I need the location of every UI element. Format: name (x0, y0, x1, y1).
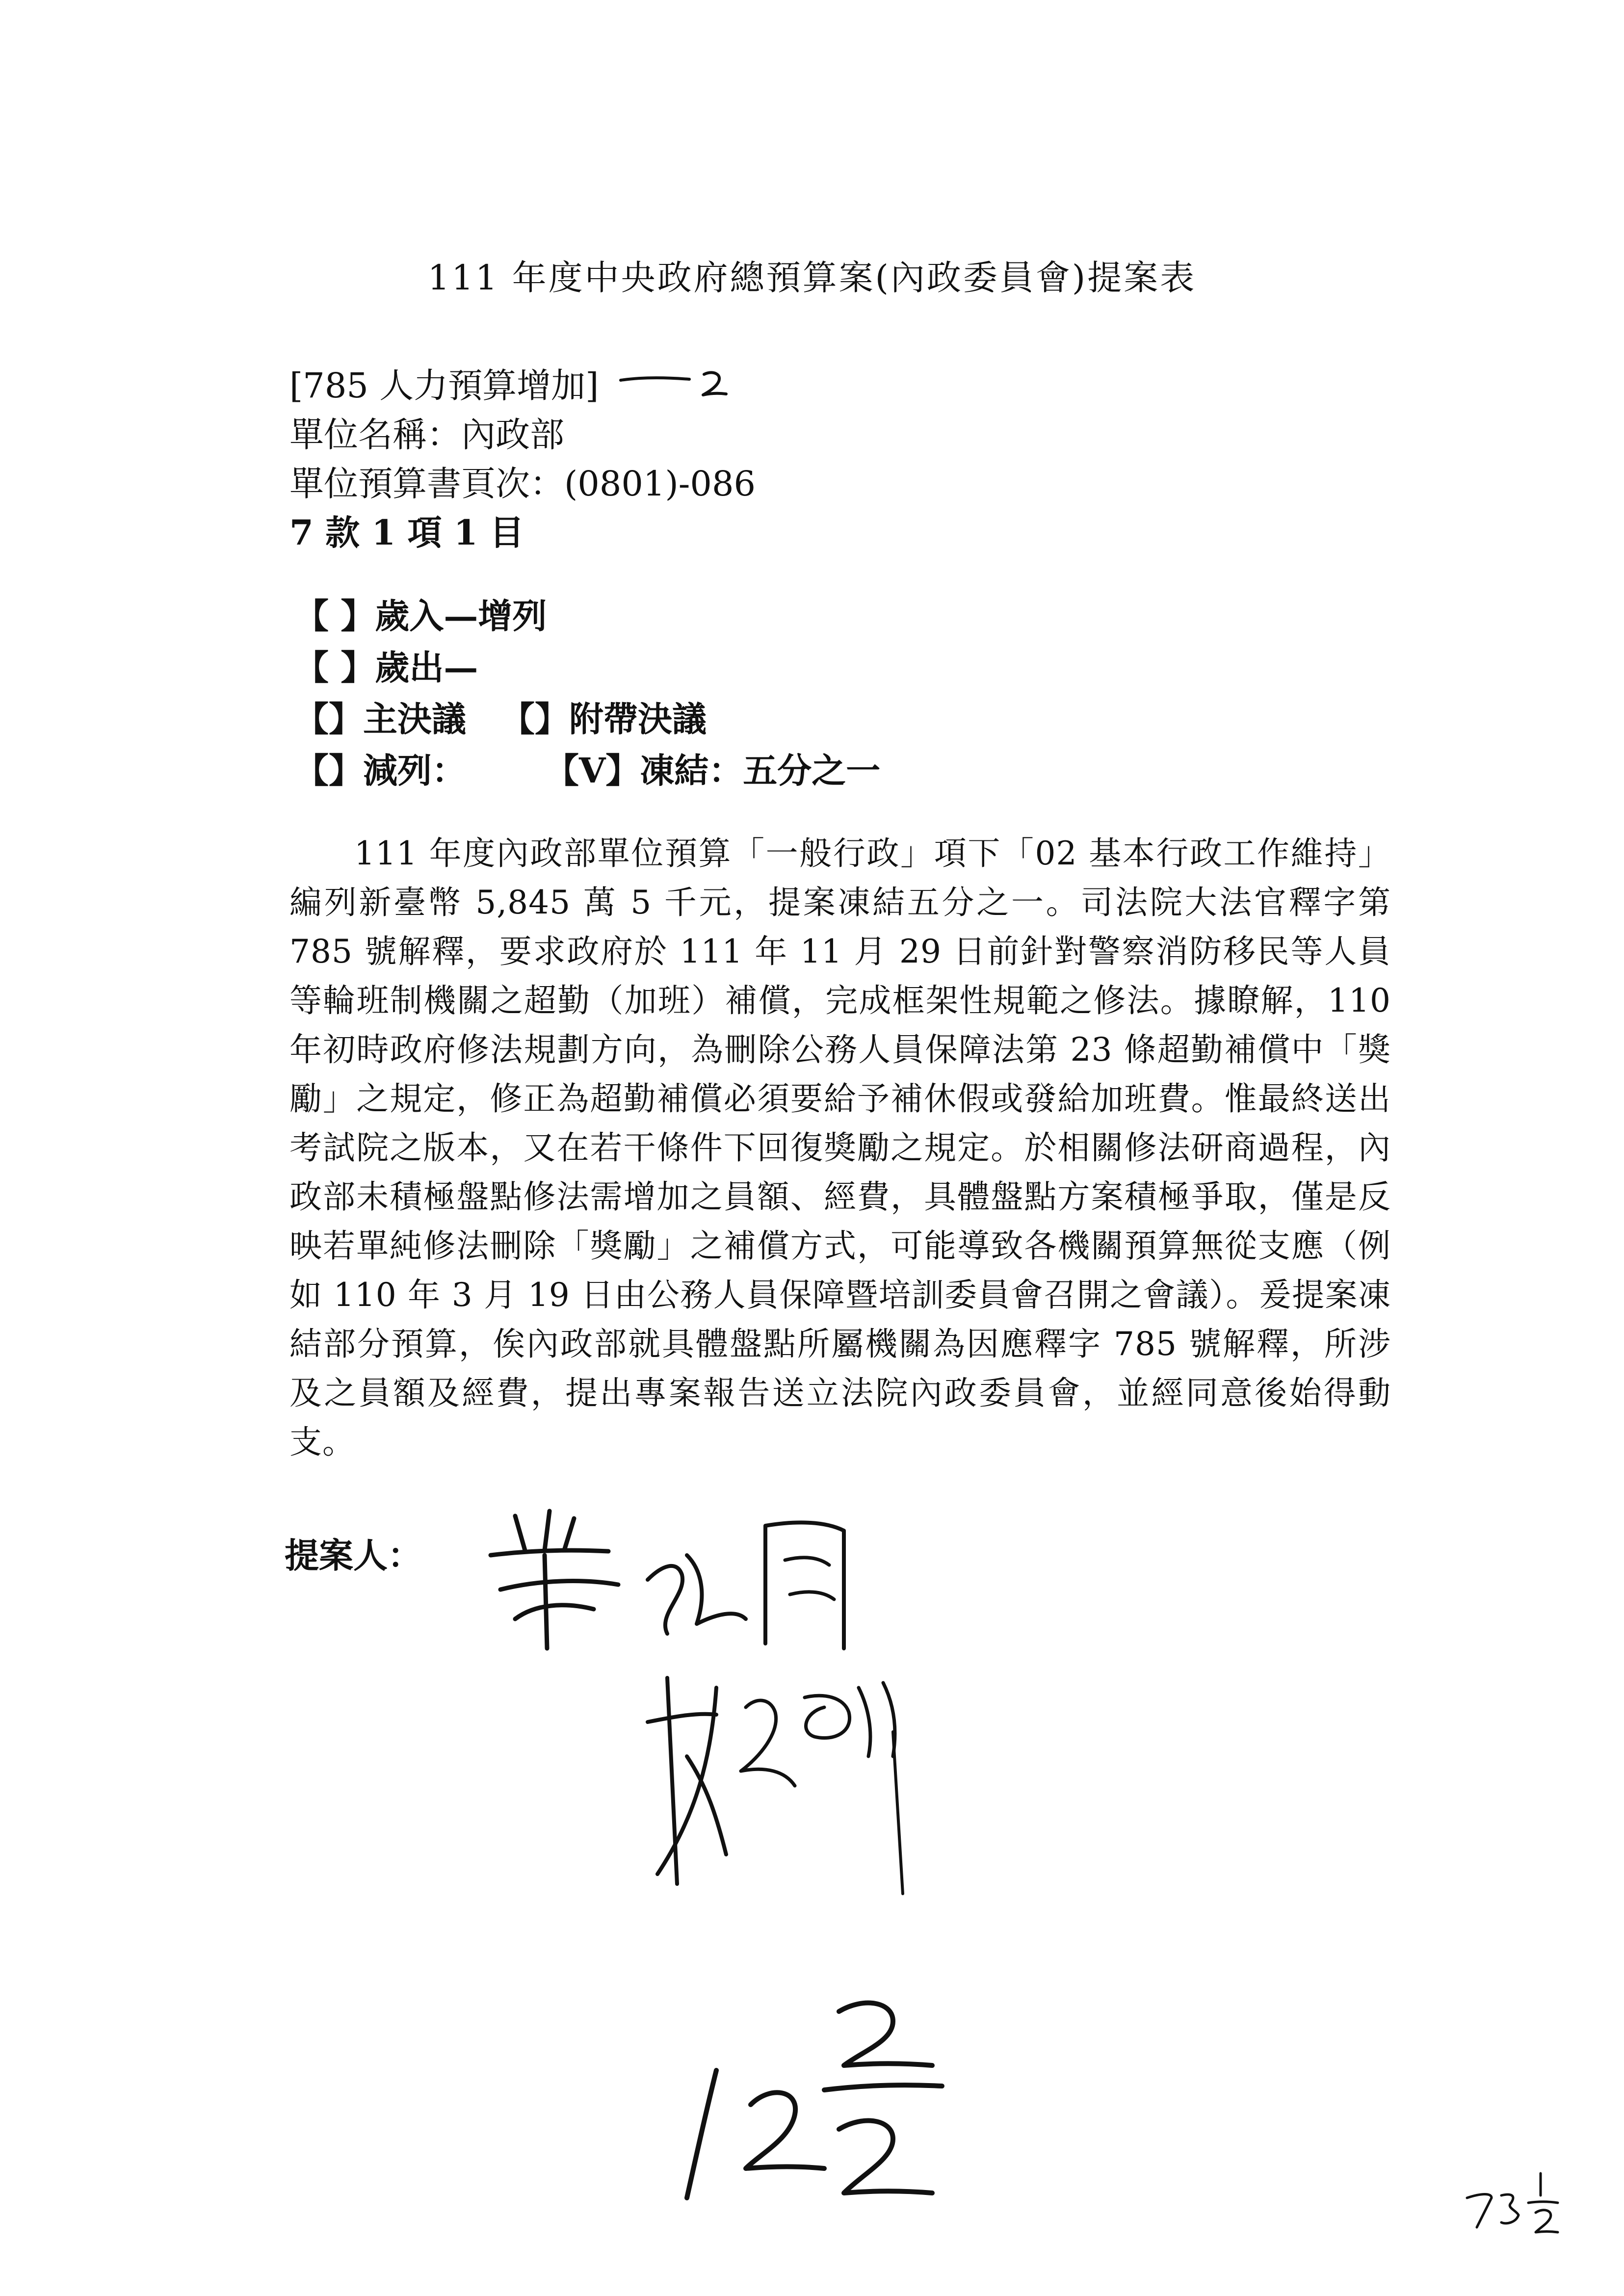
signature-2 (638, 1658, 913, 1913)
corner-handwritten-mark (1462, 2168, 1560, 2237)
proposal-body: 111 年度內政部單位預算「一般行政」項下「02 基本行政工作維持」編列新臺幣 5,845 萬 5 千元，提案凍結五分之一。司法院大法官釋字第 785 號解釋，要求政府於 111 年 11 月 29 日前針對警察消防移民等人員等輪班制機關之超勤（加班）補償，完成框架性規範之修法。據瞭解，110 年初時政府修法規劃方向，為刪除公務人員保障法第 23 條超勤補償中「獎勵」之規定，修正為超勤補償必須要給予補休假或發給加班費。惟最終送出考試院之版本，又在若干條件下回復獎勵之規定。於相關修法研商過程，內政部未積極盤點修法需增加之員額、經費，具體盤點方案積極爭取，僅是反映若單純修法刪除「獎勵」之補償方式，可能導致各機關預算無從支應（例如 110 年 3 月 19 日由公務人員保障暨培訓委員會召開之會議）。爰提案凍結部分預算，俟內政部就具體盤點所屬機關為因應釋字 785 號解釋，所涉及之員額及經費，提出專案報告送立法院內政委員會，並經同意後始得動支。 (289, 835, 1391, 1461)
option-resolution-row (294, 692, 707, 741)
proposal-tag: [785 人力預算增加] (289, 365, 599, 406)
budget-page: 單位預算書頁次：(0801)-086 (289, 464, 756, 504)
proposer-label: 提案人： (285, 1535, 422, 1576)
signature-1 (471, 1496, 873, 1658)
freeze-option: 【V】凍結：五分之一 (545, 750, 881, 791)
document-title: 111 年度中央政府總預算案(內政委員會)提案表 (427, 258, 1197, 298)
reduce-option: 【】減列： (294, 750, 466, 791)
option-revenue-increase: 【 】歲入—增列 (294, 596, 547, 636)
attached-resolution: 【】附帶決議 (500, 699, 707, 739)
option-expenditure: 【 】歲出— (294, 647, 478, 688)
handwritten-number (677, 1992, 957, 2218)
option-action-row (294, 743, 880, 793)
unit-name: 單位名稱：內政部 (289, 415, 564, 455)
budget-item: 7 款 1 項 1 目 (289, 512, 524, 553)
handwritten-tag-number (616, 361, 729, 405)
main-resolution: 【】主決議 (294, 699, 466, 739)
